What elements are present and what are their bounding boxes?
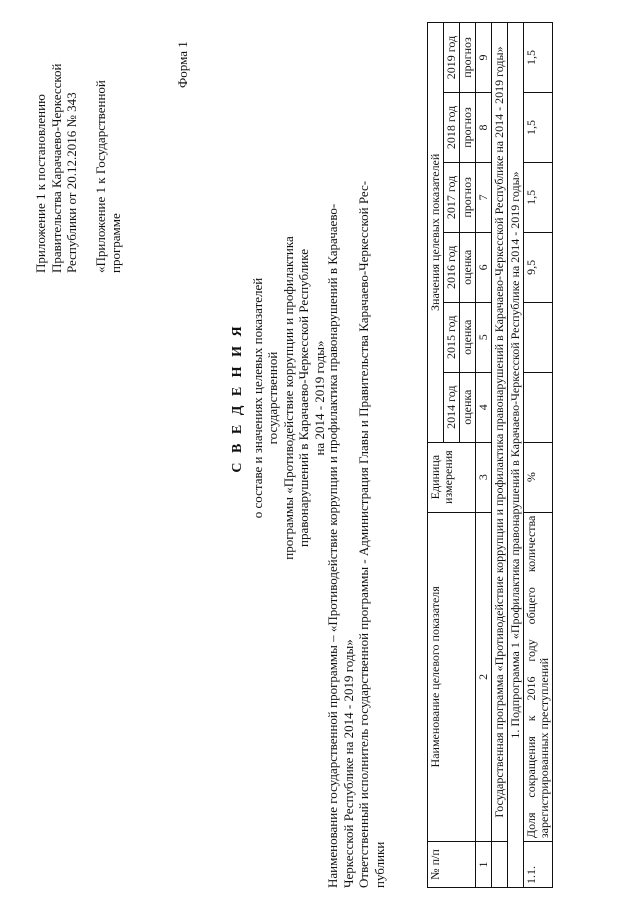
subprogram-row: 1. Подпрограмма 1 «Профилактика правонарушений в Карачаево-Черкесской Республике на 2014 - 2019 годы» [508, 23, 524, 888]
program-row: Государственная программа «Противодействие коррупции и профилактика правонарушений в Карачаево-Черкесской Республике на 2014 - 2019 годы» [492, 23, 508, 842]
header-year: 2016 год [444, 232, 460, 302]
row-value: 1,5 [524, 23, 553, 93]
header-type: оценка [460, 232, 476, 302]
indicators-table [427, 22, 553, 888]
column-number: 6 [476, 232, 492, 302]
header-type: прогноз [460, 23, 476, 93]
header-name: Наименование целевого показателя [428, 512, 476, 841]
form-label: Форма 1 [175, 41, 190, 88]
header-year: 2018 год [444, 93, 460, 163]
header-num: № п/п [428, 842, 476, 888]
column-number: 9 [476, 23, 492, 93]
column-number: 1 [476, 842, 492, 888]
header-year: 2014 год [444, 372, 460, 442]
program-info [325, 18, 387, 888]
title-line: на 2014 - 2019 годы» [311, 340, 327, 456]
title-line: правонарушений в Карачаево-Черкесской Республике [296, 249, 311, 548]
approval-line: «Приложение 1 к Государственной [92, 80, 108, 273]
title-heading: С В Е Д Е Н И Я [230, 323, 245, 473]
column-number: 4 [476, 372, 492, 442]
header-year: 2015 год [444, 302, 460, 372]
row-value: 1,5 [524, 162, 553, 232]
column-number: 2 [476, 512, 492, 841]
approval-line: Приложение 1 к постановлению [33, 94, 48, 273]
executor-line: публики [371, 841, 387, 888]
header-year: 2017 год [444, 162, 460, 232]
approval-line: Правительства Карачаево-Черкесской [48, 63, 64, 273]
column-number: 7 [476, 162, 492, 232]
title-line: о составе и значениях целевых показателей государственной [249, 277, 280, 519]
row-name: Доля сокращения к 2016 году общего количества зарегистрированных преступлений [524, 512, 553, 841]
header-type: оценка [460, 302, 476, 372]
header-year: 2019 год [444, 23, 460, 93]
approval-line: программе [108, 213, 123, 273]
header-values-group: Значения целевых показателей [428, 23, 444, 443]
rotated-document-page [25, 13, 625, 893]
header-unit: Единица измерения [428, 442, 476, 512]
row-num: 1.1. [524, 842, 553, 888]
header-type: оценка [460, 372, 476, 442]
header-type: прогноз [460, 162, 476, 232]
row-value: 1,5 [524, 93, 553, 163]
row-unit: % [524, 442, 553, 512]
program-row-num-cell [492, 842, 508, 888]
title-line: программы «Противодействие коррупции и профилактика [280, 236, 296, 560]
column-number: 8 [476, 93, 492, 163]
document-title [230, 233, 327, 563]
column-number: 5 [476, 302, 492, 372]
header-type: прогноз [460, 93, 476, 163]
program-name-line: Черкесской Республике на 2014 - 2019 годы» [340, 639, 356, 888]
program-name-line: Наименование государственной программы – «Противодействие коррупции и профилактика правонарушений в Карачаево- [325, 203, 340, 888]
row-value: 9,5 [524, 232, 553, 302]
row-value [524, 302, 553, 372]
approval-note [33, 33, 124, 273]
executor-line: Ответственный исполнитель государственной программы - Администрация Главы и Правительства Карачаево-Черкесской Рес- [356, 180, 371, 888]
table-row [524, 23, 553, 888]
approval-line: Республики от 20.12.2016 № 343 [64, 92, 79, 273]
row-value [524, 372, 553, 442]
column-number: 3 [476, 442, 492, 512]
column-number-row [476, 23, 492, 888]
